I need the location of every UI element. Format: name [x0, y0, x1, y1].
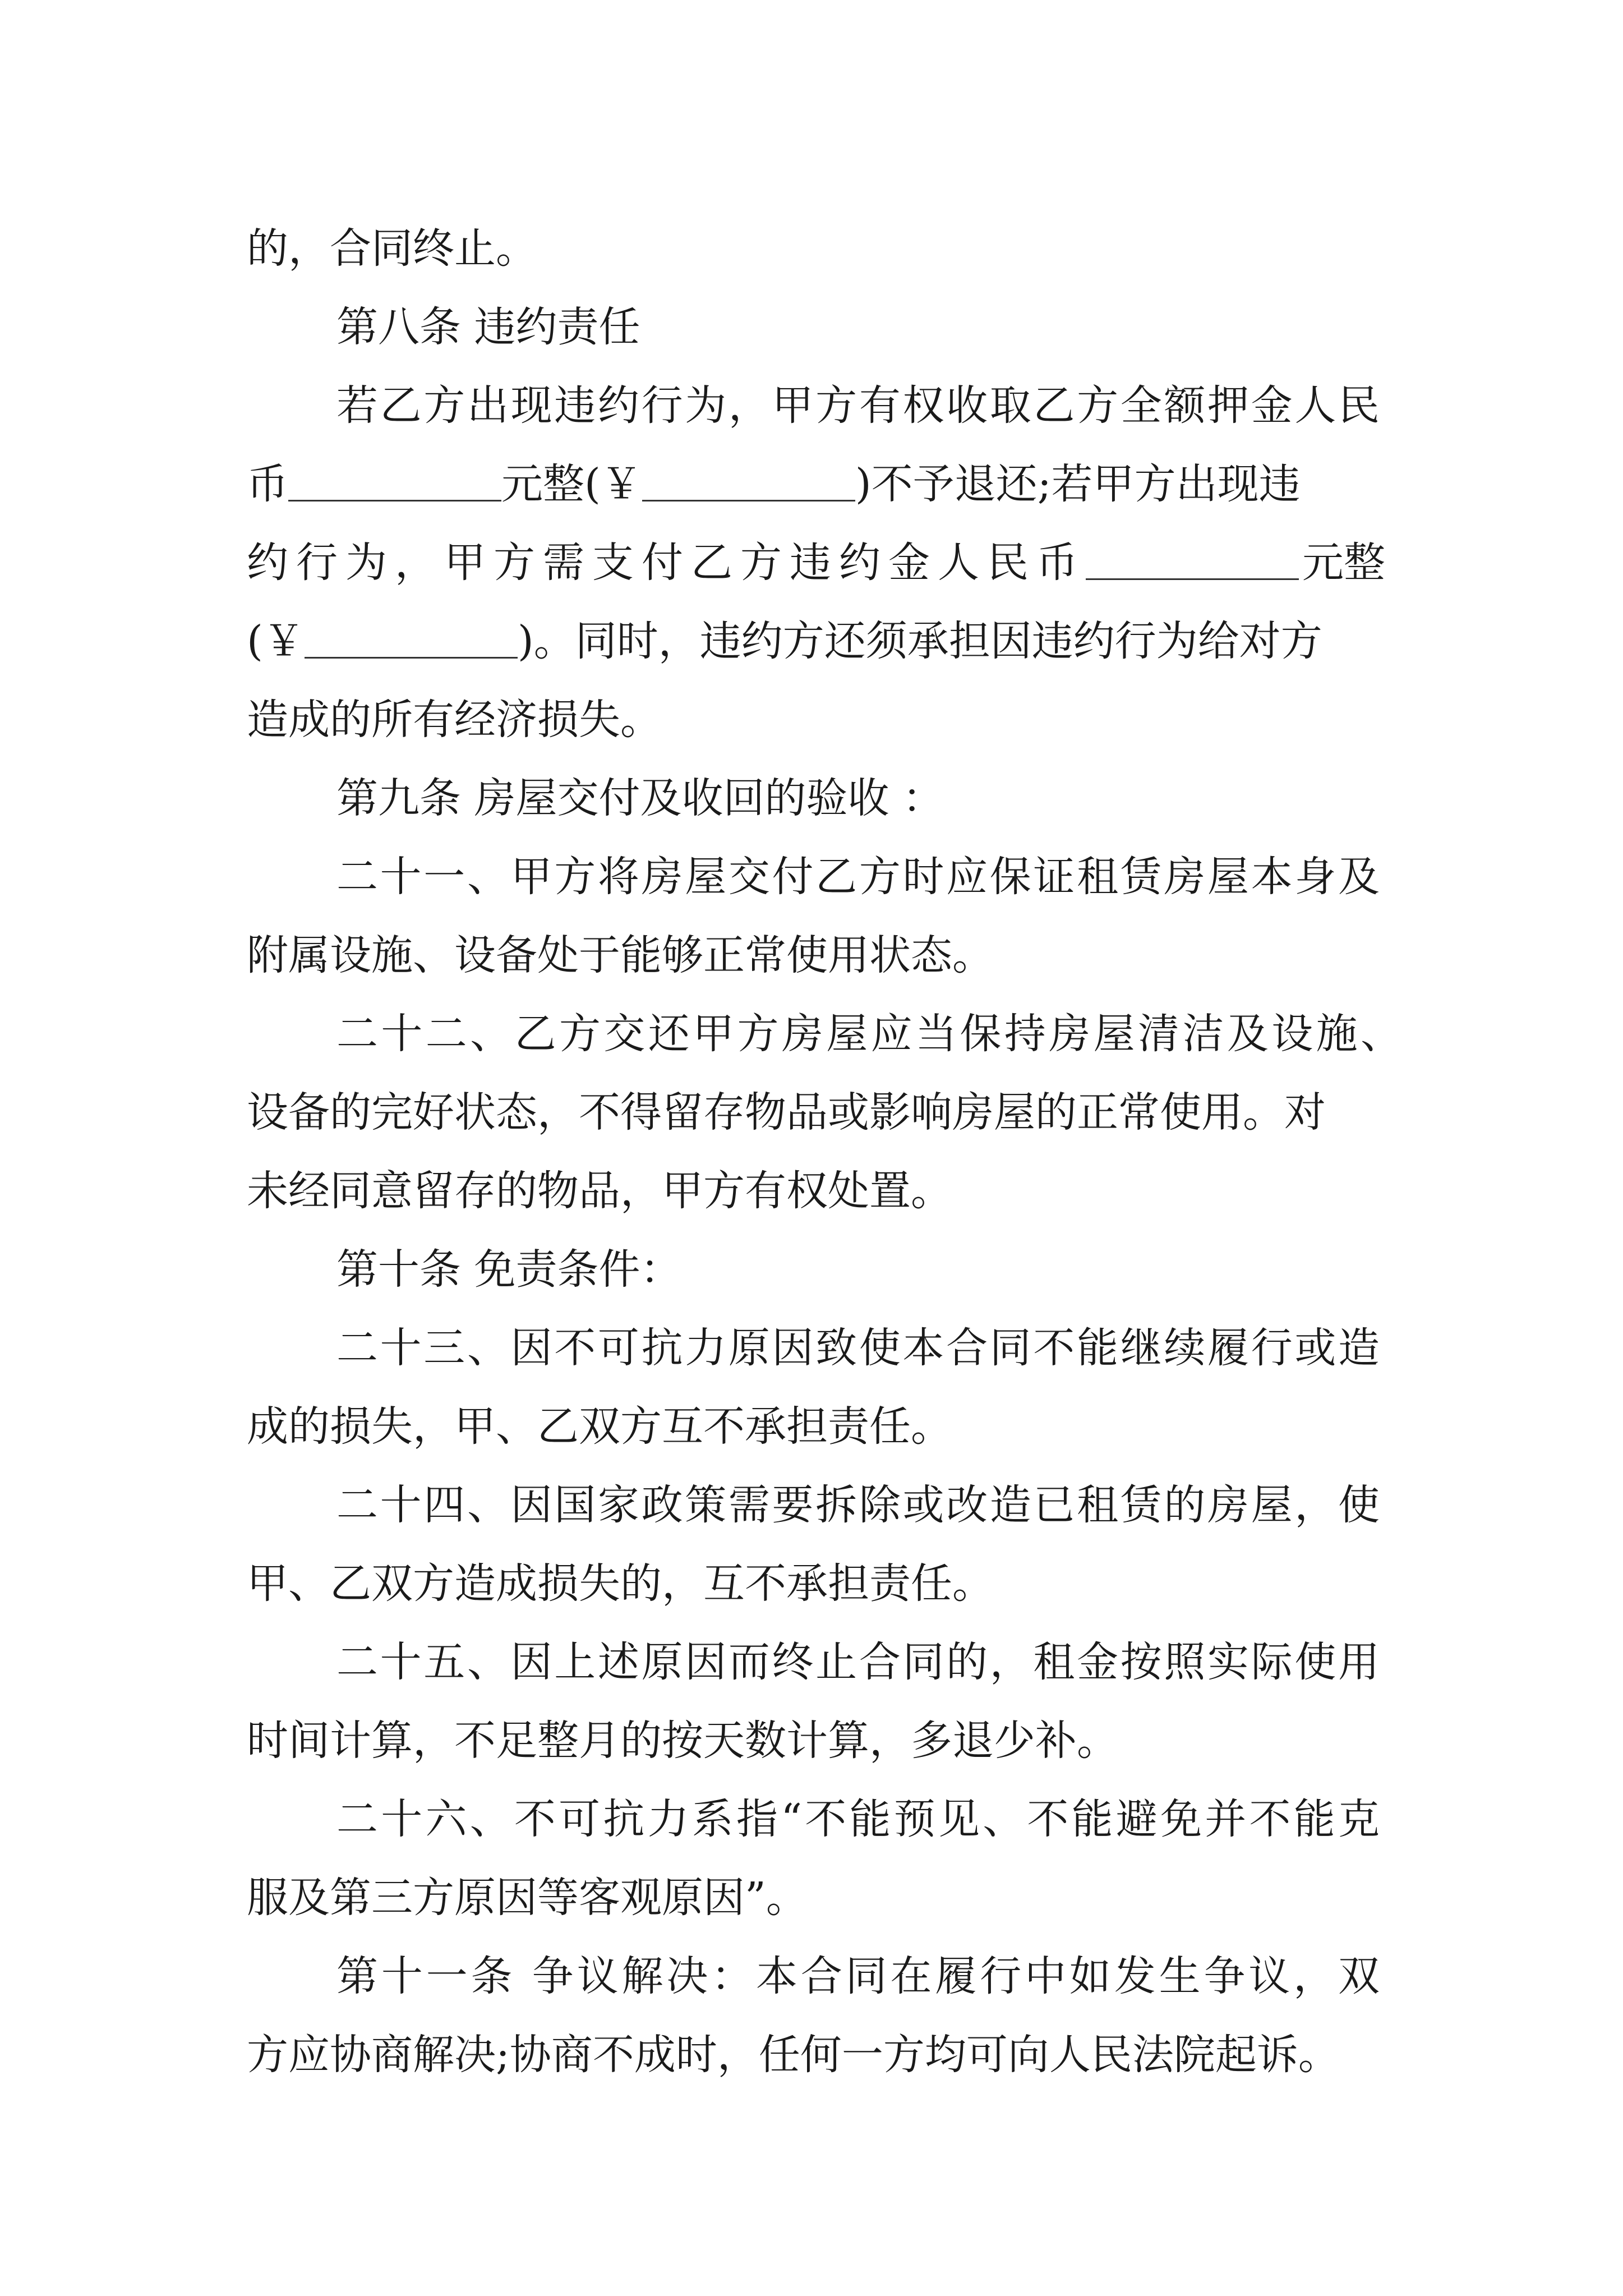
text-line: 若乙方出现违约行为，甲方有权收取乙方全额押金人民: [336, 381, 1380, 430]
text-line: 二十二、乙方交还甲方房屋应当保持房屋清洁及设施、: [336, 1010, 1402, 1058]
text-line: 方应协商解决;协商不成时，任何一方均可向人民法院起诉。: [247, 2031, 1340, 2079]
text-line: 未经同意留存的物品，甲方有权处置。: [247, 1167, 952, 1215]
amount-blank: [288, 461, 501, 501]
text-segment: 币: [247, 460, 288, 508]
text-line: 造成的所有经济损失。: [247, 696, 662, 744]
text-segment: )。同时，违约方还须承担因违约行为给对方: [517, 617, 1322, 665]
text-line: 附属设施、设备处于能够正常使用状态。: [247, 931, 994, 979]
article-8-heading: 第八条 违约责任: [336, 303, 640, 351]
article-10-heading: 第十条 免责条件：: [336, 1245, 682, 1294]
text-line: 二十一、甲方将房屋交付乙方时应保证租赁房屋本身及: [336, 853, 1380, 901]
text-line-with-blanks: [247, 453, 1301, 515]
text-line: 二十五、因上述原因而终止合同的，租金按照实际使用: [336, 1638, 1380, 1686]
text-line: 甲、乙双方造成损失的，互不承担责任。: [247, 1559, 994, 1608]
text-line-with-blanks: [247, 532, 1385, 593]
text-segment: 元整: [1302, 539, 1385, 587]
text-line: 服及第三方原因等客观原因”。: [247, 1874, 808, 1922]
amount-blank: [1086, 539, 1299, 580]
text-line: 成的损失，甲、乙双方互不承担责任。: [247, 1402, 952, 1451]
text-line: 的，合同终止。: [247, 224, 537, 273]
amount-blank: [642, 461, 855, 501]
text-segment: 元整(￥: [501, 460, 642, 508]
text-line: 二十三、因不可抗力原因致使本合同不能继续履行或造: [336, 1324, 1380, 1372]
text-segment: 约行为，甲方需支付乙方违约金人民币: [247, 539, 1086, 587]
text-segment: (￥: [247, 617, 305, 665]
text-line: 二十六、不可抗力系指“不能预见、不能避免并不能克: [336, 1795, 1380, 1843]
text-line: 二十四、因国家政策需要拆除或改造已租赁的房屋，使: [336, 1481, 1380, 1529]
text-segment: )不予退还;若甲方出现违: [855, 460, 1301, 508]
amount-blank: [305, 618, 518, 659]
article-11-heading: 第十一条 争议解决：本合同在履行中如发生争议，双: [336, 1952, 1380, 2000]
article-9-heading: 第九条 房屋交付及收回的验收 ：: [336, 774, 944, 822]
text-line-with-blanks: [247, 610, 1322, 672]
text-line: 时间计算，不足整月的按天数计算，多退少补。: [247, 1717, 1118, 1765]
text-line: 设备的完好状态，不得留存物品或影响房屋的正常使用。对: [247, 1088, 1326, 1137]
